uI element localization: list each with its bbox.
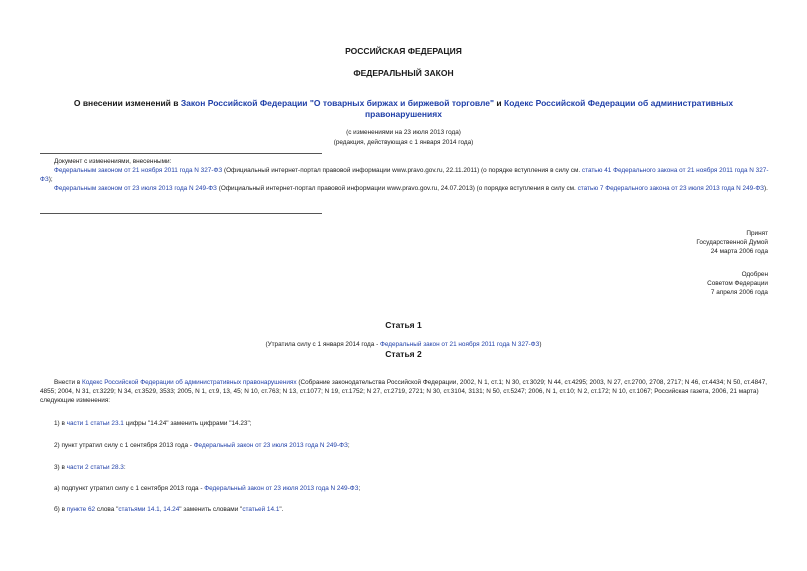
- article-2-intro: [40, 378, 770, 405]
- changes-item-2-tail: ).: [764, 185, 768, 192]
- link-item-3a[interactable]: Федеральный закон от 23 июля 2013 года N 249-ФЗ: [204, 485, 359, 492]
- divider-top: [40, 153, 322, 154]
- law-type-heading: ФЕДЕРАЛЬНЫЙ ЗАКОН: [353, 68, 454, 78]
- edition-line-2: (редакция, действующая с 1 января 2014 года): [333, 139, 474, 146]
- item-3b-text-2: " заменить словами ": [179, 506, 243, 513]
- item-3-suffix: :: [123, 464, 126, 471]
- adopted-line-1: Принят: [746, 230, 768, 237]
- article-1-note-prefix: (Утратила силу с 1 января 2014 года -: [265, 341, 380, 348]
- link-item-1[interactable]: части 1 статьи 23.1: [66, 420, 124, 427]
- item-3: [54, 463, 770, 472]
- article-2-heading: Статья 2: [385, 349, 422, 359]
- link-commodity-exchanges-law[interactable]: Закон Российской Федерации "О товарных биржах и биржевой торговле": [180, 98, 495, 108]
- document-title: [40, 98, 767, 120]
- changes-item-1-text: (Официальный интернет-портал правовой информации www.pravo.gov.ru, 22.11.2011) (о порядке вступления в силу см.: [222, 167, 582, 174]
- link-item-3b-article[interactable]: статьей 14.1: [242, 506, 280, 513]
- item-2: [54, 441, 770, 450]
- link-item-2[interactable]: Федеральный закон от 23 июля 2013 года N 249-ФЗ: [193, 442, 348, 449]
- item-3a-prefix: а) подпункт утратил силу с 1 сентября 2013 года -: [54, 485, 205, 492]
- item-1-text: цифры "14.24" заменить цифрами "14.23";: [123, 420, 252, 427]
- item-3b-text-1: слова ": [95, 506, 119, 513]
- link-law-249[interactable]: Федеральным законом от 23 июля 2013 года N 249-ФЗ: [54, 185, 217, 192]
- link-administrative-code-2[interactable]: Кодекс Российской Федерации об административных правонарушениях: [81, 379, 297, 386]
- changes-item-1: [40, 166, 770, 184]
- country-heading: РОССИЙСКАЯ ФЕДЕРАЦИЯ: [345, 46, 462, 56]
- approved-line-2: Советом Федерации: [707, 280, 768, 287]
- changes-item-2: [40, 184, 770, 193]
- item-3a: [54, 484, 770, 493]
- link-item-3b-point[interactable]: пункте 62: [66, 506, 96, 513]
- item-3b-text-3: ".: [279, 506, 284, 513]
- article-2-intro-prefix: Внести в: [54, 379, 82, 386]
- item-3a-suffix: ;: [358, 485, 361, 492]
- article-1-note: [0, 340, 807, 349]
- approved-line-1: Одобрен: [741, 271, 768, 278]
- link-item-3b-articles[interactable]: статьями 14.1, 14.24: [118, 506, 180, 513]
- changes-item-1-tail: );: [48, 176, 53, 183]
- item-1-prefix: 1) в: [54, 420, 67, 427]
- title-mid: и: [494, 98, 505, 108]
- changes-box: [40, 157, 770, 193]
- article-1-note-suffix: ): [539, 341, 542, 348]
- item-2-suffix: ;: [347, 442, 350, 449]
- title-prefix: О внесении изменений в: [73, 98, 181, 108]
- adopted-block: [500, 229, 768, 256]
- adopted-line-2: Государственной Думой: [696, 239, 768, 246]
- adopted-line-3: 24 марта 2006 года: [710, 248, 768, 255]
- approved-block: [500, 270, 768, 297]
- changes-heading: Документ с изменениями, внесенными:: [54, 158, 172, 165]
- link-law-327[interactable]: Федеральным законом от 21 ноября 2011 года N 327-ФЗ: [54, 167, 223, 174]
- item-2-prefix: 2) пункт утратил силу с 1 сентября 2013 года -: [54, 442, 194, 449]
- item-3b-prefix: б) в: [54, 506, 67, 513]
- link-law-249-art7[interactable]: статью 7 Федерального закона от 23 июля 2013 года N 249-ФЗ: [577, 185, 765, 192]
- item-3-prefix: 3) в: [54, 464, 67, 471]
- link-item-3[interactable]: части 2 статьи 28.3: [66, 464, 124, 471]
- link-article-1-law[interactable]: Федеральный закон от 21 ноября 2011 года N 327-ФЗ: [380, 341, 540, 348]
- item-1: [54, 419, 770, 428]
- edition-line-1: (с изменениями на 23 июля 2013 года): [346, 129, 461, 136]
- link-law-327-art41[interactable]: статью 41 Федерального закона от 21 ноября 2011 года N 327-ФЗ: [40, 167, 769, 183]
- approved-line-3: 7 апреля 2006 года: [710, 289, 768, 296]
- article-2-intro-text: (Собрание законодательства Российской Федерации, 2002, N 1, ст.1; N 30, ст.3029; N 44, ст.4295; 2003, N 27, ст.2700, 2708, 2717; N 46, ст.4434; N 50, ст.4847, 4855; 2004, N 31, ст.3229; N 34, ст.3529, 3533; 2005, N 1, ст.9, 13, 45; N 10, ст.763; N 13, ст.1077; N 19, ст.1752; N 27, ст.2719, 2721; N 30, ст.3104, 3131; N 50, ст.5247; 2006, N 1, ст.10; N 2, ст.172; N 10, ст.1067; Российская газета, 2006, 21 марта) следующие изменения:: [40, 379, 768, 404]
- divider-bottom: [40, 213, 322, 214]
- article-1-heading: Статья 1: [385, 320, 422, 330]
- link-administrative-code[interactable]: Кодекс Российской Федерации об административных правонарушениях: [365, 98, 734, 119]
- item-3b: [54, 505, 770, 514]
- changes-item-2-text: (Официальный интернет-портал правовой информации www.pravo.gov.ru, 24.07.2013) (о порядке вступления в силу см.: [216, 185, 578, 192]
